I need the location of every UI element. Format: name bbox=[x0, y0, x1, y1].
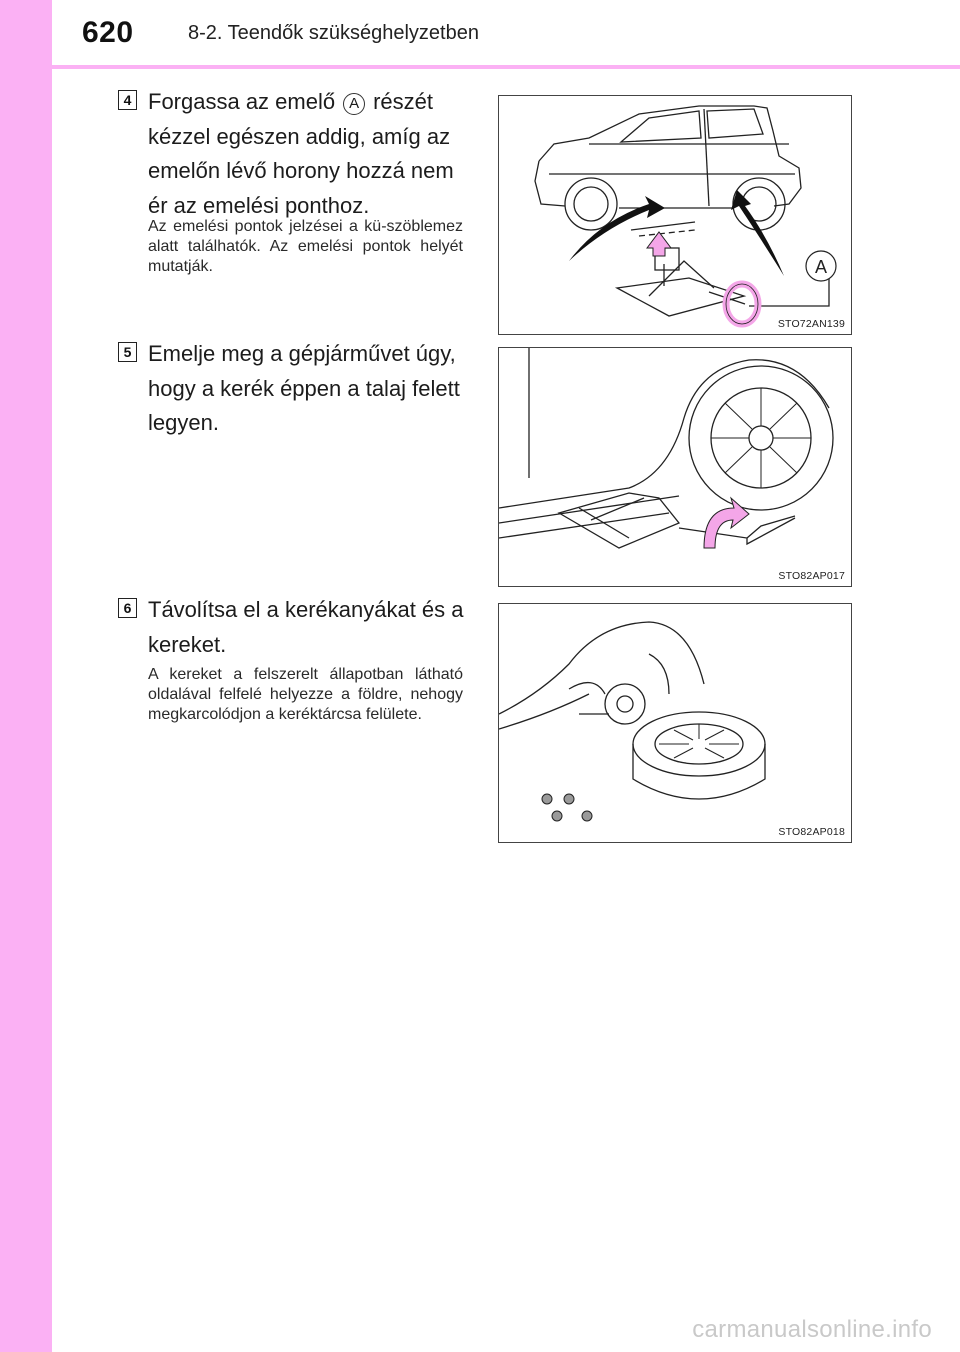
step-number-box: 6 bbox=[118, 598, 137, 618]
step-number-box: 4 bbox=[118, 90, 137, 110]
header-rule bbox=[52, 65, 960, 69]
side-color-band bbox=[0, 0, 52, 1352]
figure-remove-wheel bbox=[498, 603, 852, 843]
step-number-box: 5 bbox=[118, 342, 137, 362]
step-note: Az emelési pontok jelzései a kü-szöblemez alatt találhatók. Az emelési pontok helyét mutatják. bbox=[148, 218, 463, 275]
figure-code: STO72AN139 bbox=[777, 318, 845, 330]
jack-car-illustration bbox=[499, 96, 852, 335]
figure-lift-vehicle bbox=[498, 347, 852, 587]
step-instruction: Távolítsa el a kerékanyákat és a kereket. bbox=[148, 597, 464, 657]
lift-vehicle-illustration bbox=[499, 348, 852, 587]
remove-wheel-illustration bbox=[499, 604, 852, 843]
figure-code: STO82AP017 bbox=[778, 570, 845, 582]
page-number: 620 bbox=[82, 16, 134, 49]
figure-callout-a: A bbox=[814, 257, 828, 277]
watermark: carmanualsonline.info bbox=[692, 1316, 932, 1343]
figure-jack-under-car bbox=[498, 95, 852, 335]
step-instruction: Emelje meg a gépjárművet úgy, hogy a kerék éppen a talaj felett legyen. bbox=[148, 341, 460, 435]
figure-code: STO82AP018 bbox=[778, 826, 845, 838]
step-instruction: Forgassa az emelő A részét kézzel egészen addig, amíg az emelőn lévő horony hozzá nem ér az emelési ponthoz. bbox=[148, 89, 454, 218]
section-title: 8-2. Teendők szükséghelyzetben bbox=[188, 22, 479, 44]
callout-label-a: A bbox=[343, 93, 365, 115]
step-note: A kereket a felszerelt állapotban látható oldalával felfelé helyezze a földre, nehogy megkarcolódjon a keréktárcsa felülete. bbox=[148, 666, 463, 723]
